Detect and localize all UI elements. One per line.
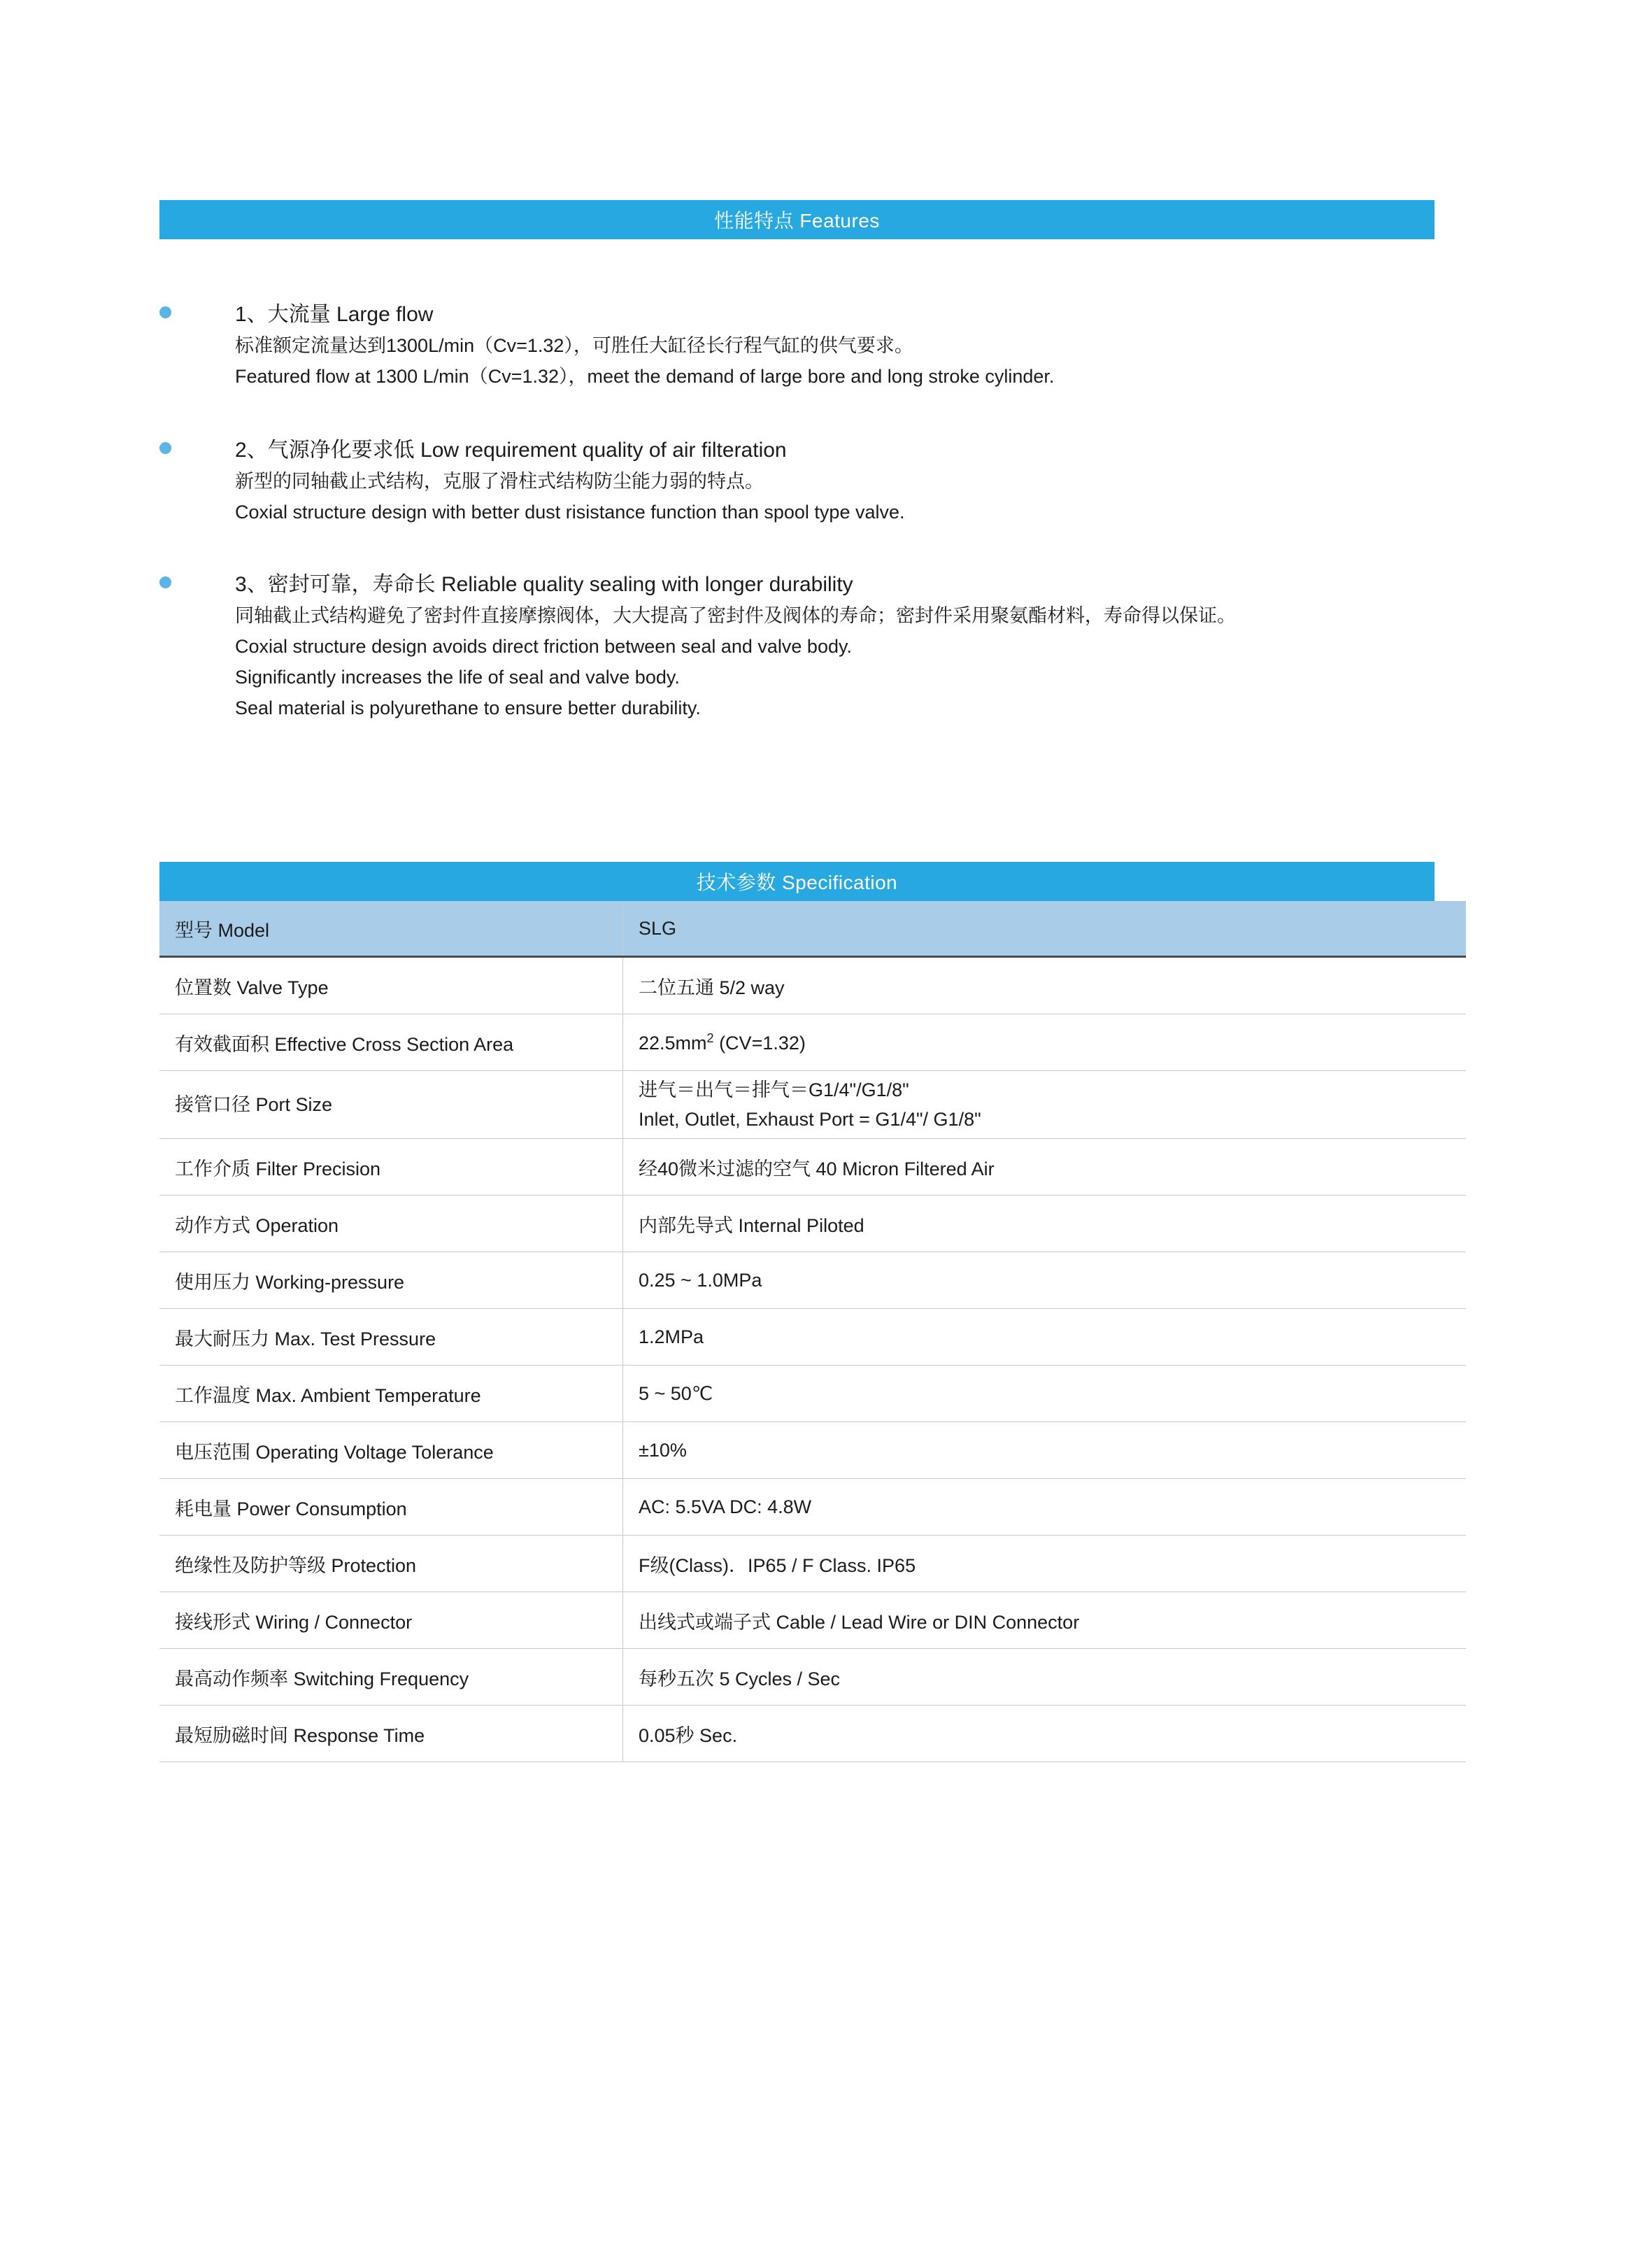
spec-label: 工作温度 Max. Ambient Temperature xyxy=(159,1366,623,1422)
table-header-value: SLG xyxy=(623,901,1467,957)
spec-label: 接线形式 Wiring / Connector xyxy=(159,1592,623,1649)
spec-label: 绝缘性及防护等级 Protection xyxy=(159,1536,623,1592)
bullet-dot-icon xyxy=(159,306,171,318)
spec-value xyxy=(623,1014,1467,1071)
table-row xyxy=(159,1649,1466,1706)
feature-body xyxy=(235,330,1054,392)
specification-section-header: 技术参数 Specification xyxy=(159,862,1434,901)
table-row xyxy=(159,1071,1466,1139)
spec-value-line: 进气＝出气＝排气＝G1/4"/G1/8" xyxy=(639,1079,909,1100)
table-row xyxy=(159,1252,1466,1309)
table-row xyxy=(159,1014,1466,1071)
table-row xyxy=(159,1706,1466,1762)
feature-line: 同轴截止式结构避免了密封件直接摩擦阀体，大大提高了密封件及阀体的寿命；密封件采用聚氨酯材料，寿命得以保证。 xyxy=(235,605,1236,626)
feature-body xyxy=(235,466,905,527)
spec-label: 最短励磁时间 Response Time xyxy=(159,1706,623,1762)
feature-title: 2、气源净化要求低 Low requirement quality of air filteration xyxy=(235,439,787,462)
spec-label: 耗电量 Power Consumption xyxy=(159,1479,623,1536)
spec-value-line: Inlet, Outlet, Exhaust Port = G1/4"/ G1/8" xyxy=(639,1109,981,1130)
spec-value: 1.2MPa xyxy=(623,1309,1467,1366)
spec-value xyxy=(623,1071,1467,1139)
feature-body xyxy=(235,600,1236,723)
spec-value-superscript: 2 xyxy=(706,1030,714,1045)
table-row xyxy=(159,1139,1466,1196)
table-row xyxy=(159,1422,1466,1479)
table-header-label: 型号 Model xyxy=(159,901,623,957)
table-row xyxy=(159,1479,1466,1536)
feature-title: 3、密封可靠，寿命长 Reliable quality sealing with longer durability xyxy=(235,573,853,596)
spec-label: 位置数 Valve Type xyxy=(159,957,623,1014)
spec-value: 0.25 ~ 1.0MPa xyxy=(623,1252,1467,1309)
spec-value: 内部先导式 Internal Piloted xyxy=(623,1196,1467,1252)
feature-title: 1、大流量 Large flow xyxy=(235,303,434,326)
table-row xyxy=(159,1592,1466,1649)
spec-label: 电压范围 Operating Voltage Tolerance xyxy=(159,1422,623,1479)
spec-value: AC: 5.5VA DC: 4.8W xyxy=(623,1479,1467,1536)
table-row xyxy=(159,1366,1466,1422)
spec-value: ±10% xyxy=(623,1422,1467,1479)
table-header-row xyxy=(159,901,1466,957)
feature-line: Coxial structure design with better dust risistance function than spool type valve. xyxy=(235,502,905,523)
spec-value: 经40微米过滤的空气 40 Micron Filtered Air xyxy=(623,1139,1467,1196)
spec-label: 最大耐压力 Max. Test Pressure xyxy=(159,1309,623,1366)
feature-line: 标准额定流量达到1300L/min（Cv=1.32），可胜任大缸径长行程气缸的供气要求。 xyxy=(235,335,913,356)
spec-label: 有效截面积 Effective Cross Section Area xyxy=(159,1014,623,1071)
spec-label: 最高动作频率 Switching Frequency xyxy=(159,1649,623,1706)
spec-value: 0.05秒 Sec. xyxy=(623,1706,1467,1762)
feature-line: Coxial structure design avoids direct friction between seal and valve body. xyxy=(235,636,852,657)
table-row xyxy=(159,957,1466,1014)
feature-line: Featured flow at 1300 L/min（Cv=1.32），meet the demand of large bore and long stroke cylinder. xyxy=(235,366,1055,387)
feature-line: Seal material is polyurethane to ensure better durability. xyxy=(235,697,701,718)
spec-value-post: (CV=1.32) xyxy=(713,1032,806,1054)
spec-label: 接管口径 Port Size xyxy=(159,1071,623,1139)
spec-value: F级(Class)．IP65 / F Class. IP65 xyxy=(623,1536,1467,1592)
spec-value: 5 ~ 50℃ xyxy=(623,1366,1467,1422)
bullet-dot-icon xyxy=(159,442,171,454)
spec-label: 使用压力 Working-pressure xyxy=(159,1252,623,1309)
feature-line: 新型的同轴截止式结构，克服了滑柱式结构防尘能力弱的特点。 xyxy=(235,471,764,492)
bullet-dot-icon xyxy=(159,576,171,588)
spec-value: 二位五通 5/2 way xyxy=(623,957,1467,1014)
spec-value-pre: 22.5mm xyxy=(639,1032,707,1054)
features-section-header: 性能特点 Features xyxy=(159,200,1434,239)
specification-table xyxy=(159,901,1466,1762)
table-row xyxy=(159,1536,1466,1592)
table-row xyxy=(159,1309,1466,1366)
table-row xyxy=(159,1196,1466,1252)
spec-label: 动作方式 Operation xyxy=(159,1196,623,1252)
spec-value: 出线式或端子式 Cable / Lead Wire or DIN Connector xyxy=(623,1592,1467,1649)
spec-label: 工作介质 Filter Precision xyxy=(159,1139,623,1196)
spec-value: 每秒五次 5 Cycles / Sec xyxy=(623,1649,1467,1706)
feature-line: Significantly increases the life of seal and valve body. xyxy=(235,667,680,688)
